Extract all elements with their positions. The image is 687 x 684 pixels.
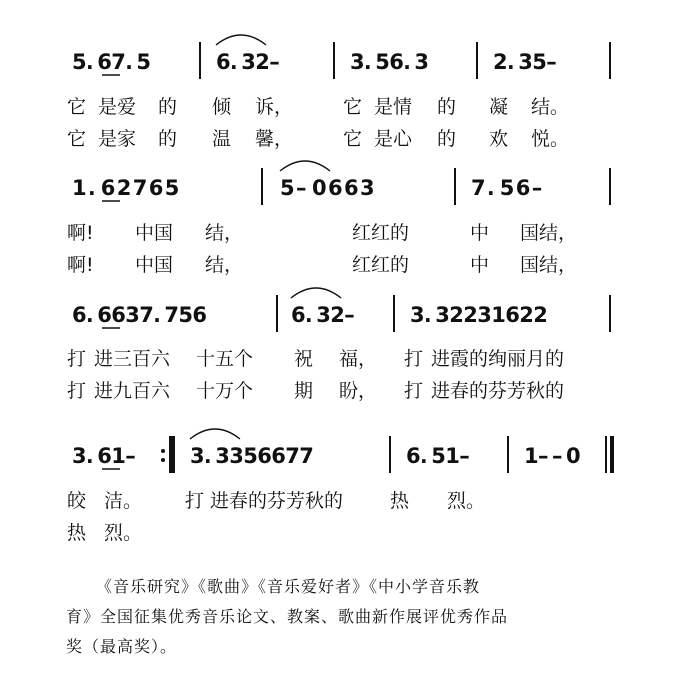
lyric-word: 进春的芬芳秋的 [210, 490, 344, 512]
slur [190, 429, 240, 439]
slur [280, 161, 330, 171]
note: 6 [505, 303, 520, 327]
lyric-word: 进九百六 [94, 380, 171, 402]
dot-mark: . [86, 444, 94, 468]
lyric-word: 中国 [135, 222, 174, 244]
lyric-word: 进霞的绚丽月的 [431, 348, 565, 370]
note: 6 [328, 176, 343, 200]
lyric-word: 进三百六 [94, 348, 171, 370]
note: 6 [344, 176, 359, 200]
note: 3 [435, 303, 450, 327]
slur [216, 35, 266, 45]
lyric-word: 欢 [489, 128, 509, 150]
lyric-word: 打 [185, 490, 205, 512]
note: 6 [271, 444, 286, 468]
lyric-row-3b [0, 376, 687, 400]
note: – [538, 444, 549, 468]
lyric-word: 是心 [374, 128, 413, 150]
lyric-word: 是情 [374, 96, 413, 118]
lyric-word: 的 [158, 128, 178, 150]
lyric-word: 它 [343, 128, 363, 150]
note: 2 [330, 303, 345, 327]
lyric-row-2a [0, 218, 687, 242]
note: 2 [255, 50, 270, 74]
note: 6 [100, 176, 116, 200]
slur [291, 288, 341, 298]
note: 3 [360, 176, 375, 200]
lyric-word: 馨， [255, 128, 294, 150]
note: 3 [215, 444, 230, 468]
note: 1 [445, 444, 460, 468]
lyric-word: 中 [470, 222, 490, 244]
note: 5 [375, 50, 390, 74]
dot-mark: . [88, 176, 96, 200]
lyric-word: 温 [212, 128, 232, 150]
note: 7 [139, 303, 154, 327]
note: – [296, 176, 307, 200]
lyric-word: 中国 [135, 254, 174, 276]
note: 3 [518, 50, 533, 74]
lyric-word: 它 [67, 128, 87, 150]
lyric-row-1a [0, 92, 687, 116]
note: 6 [216, 50, 231, 74]
lyric-word: 盼， [339, 380, 378, 402]
lyric-word: 的 [158, 96, 178, 118]
note: 3 [229, 444, 244, 468]
note: 6 [515, 176, 531, 200]
note: 3 [414, 50, 430, 74]
dot-mark: . [487, 176, 495, 200]
dot-mark: . [125, 50, 133, 74]
note: 5 [532, 50, 547, 74]
dot-mark: . [153, 303, 161, 327]
lyric-word: 红红的 [352, 254, 410, 276]
award-footnote [66, 572, 646, 662]
note: 6 [257, 444, 272, 468]
note: 5 [164, 176, 180, 200]
lyric-word: 悦。 [531, 128, 570, 150]
note: – [269, 50, 280, 74]
note: 6 [97, 444, 112, 468]
note: 1 [72, 176, 87, 200]
lyric-row-4b [0, 518, 687, 542]
note: 0 [312, 176, 327, 200]
dot-mark: . [230, 50, 238, 74]
lyric-word: 热 [67, 522, 87, 544]
note: – [552, 444, 563, 468]
note: 7 [471, 176, 486, 200]
note: 2 [493, 50, 508, 74]
lyric-row-1b [0, 124, 687, 148]
note: 6 [72, 303, 87, 327]
lyric-word: 国结， [520, 254, 578, 276]
lyric-word: 它 [343, 96, 363, 118]
note: 6 [389, 50, 404, 74]
note: – [546, 50, 557, 74]
note: 3 [350, 50, 365, 74]
repeat-dot [161, 449, 165, 453]
note: 2 [519, 303, 534, 327]
note: 3 [190, 444, 205, 468]
note: 5 [72, 50, 87, 74]
note: 3 [410, 303, 425, 327]
lyric-word: 国结， [520, 222, 578, 244]
lyric-word: 啊! [67, 254, 94, 276]
note: 2 [463, 303, 478, 327]
lyric-word: 中 [470, 254, 490, 276]
lyric-word: 它 [67, 96, 87, 118]
dot-mark: . [364, 50, 372, 74]
note: 5 [431, 444, 446, 468]
note: 5 [499, 176, 515, 200]
note: 1 [111, 444, 126, 468]
lyric-word: 烈。 [104, 522, 143, 544]
note: 3 [241, 50, 256, 74]
lyric-word: 啊! [67, 222, 94, 244]
note: 5 [243, 444, 258, 468]
note: 2 [116, 176, 132, 200]
note: 2 [449, 303, 464, 327]
lyric-word: 结， [205, 222, 244, 244]
footnote-line-2: 育》全国征集优秀音乐论文、教案、歌曲新作展评优秀作品 [66, 607, 509, 626]
repeat-dot [161, 458, 165, 462]
lyric-word: 结， [205, 254, 244, 276]
footnote-line-1: 《音乐研究》《歌曲》《音乐爱好者》《中小学音乐教 [96, 577, 481, 596]
lyric-word: 打 [404, 380, 424, 402]
lyric-word: 十万个 [196, 380, 254, 402]
footnote-line-3: 奖（最高奖）。 [66, 637, 178, 656]
lyric-word: 的 [437, 128, 457, 150]
note: 6 [291, 303, 306, 327]
lyric-word: 洁。 [104, 490, 143, 512]
note: 6 [97, 50, 112, 74]
lyric-row-3a [0, 344, 687, 368]
note: 7 [285, 444, 300, 468]
note: 0 [566, 444, 581, 468]
dot-mark: . [424, 303, 432, 327]
lyric-word: 的 [437, 96, 457, 118]
lyric-word: 进春的芬芳秋的 [431, 380, 565, 402]
note: 7 [299, 444, 314, 468]
dot-mark: . [86, 303, 94, 327]
dot-mark: . [507, 50, 515, 74]
lyric-word: 红红的 [352, 222, 410, 244]
dot-mark: . [420, 444, 428, 468]
note: – [125, 444, 136, 468]
note: 6 [406, 444, 421, 468]
note: 3 [477, 303, 492, 327]
lyric-word: 期 [294, 380, 314, 402]
lyric-word: 结。 [531, 96, 570, 118]
note: 5 [178, 303, 194, 327]
note: 6 [192, 303, 208, 327]
lyric-word: 热 [390, 490, 410, 512]
note: – [531, 176, 543, 200]
note: 1 [491, 303, 506, 327]
note: 7 [164, 303, 180, 327]
lyric-row-4a [0, 486, 687, 510]
note: 7 [132, 176, 148, 200]
lyric-row-2b [0, 250, 687, 274]
note: 3 [72, 444, 87, 468]
note: 5 [136, 50, 152, 74]
note: 6 [97, 303, 112, 327]
note: 2 [533, 303, 548, 327]
lyric-word: 打 [67, 348, 87, 370]
lyric-word: 倾 [212, 96, 232, 118]
note: 3 [316, 303, 331, 327]
lyric-word: 皎 [67, 490, 87, 512]
lyric-word: 十五个 [196, 348, 254, 370]
note: – [344, 303, 355, 327]
dot-mark: . [204, 444, 212, 468]
note: 7 [111, 50, 126, 74]
lyric-word: 打 [67, 380, 87, 402]
note: 6 [111, 303, 126, 327]
lyric-word: 打 [404, 348, 424, 370]
dot-mark: . [403, 50, 411, 74]
lyric-word: 福， [339, 348, 378, 370]
lyric-word: 诉， [255, 96, 294, 118]
note: 3 [125, 303, 140, 327]
lyric-word: 祝 [294, 348, 314, 370]
lyric-word: 凝 [489, 96, 509, 118]
note: – [459, 444, 470, 468]
note: 5 [280, 176, 295, 200]
note: 6 [148, 176, 164, 200]
lyric-word: 是家 [98, 128, 137, 150]
dot-mark: . [305, 303, 313, 327]
dot-mark: . [86, 50, 94, 74]
lyric-word: 是爱 [98, 96, 137, 118]
note: 1 [524, 444, 539, 468]
lyric-word: 烈。 [447, 490, 486, 512]
